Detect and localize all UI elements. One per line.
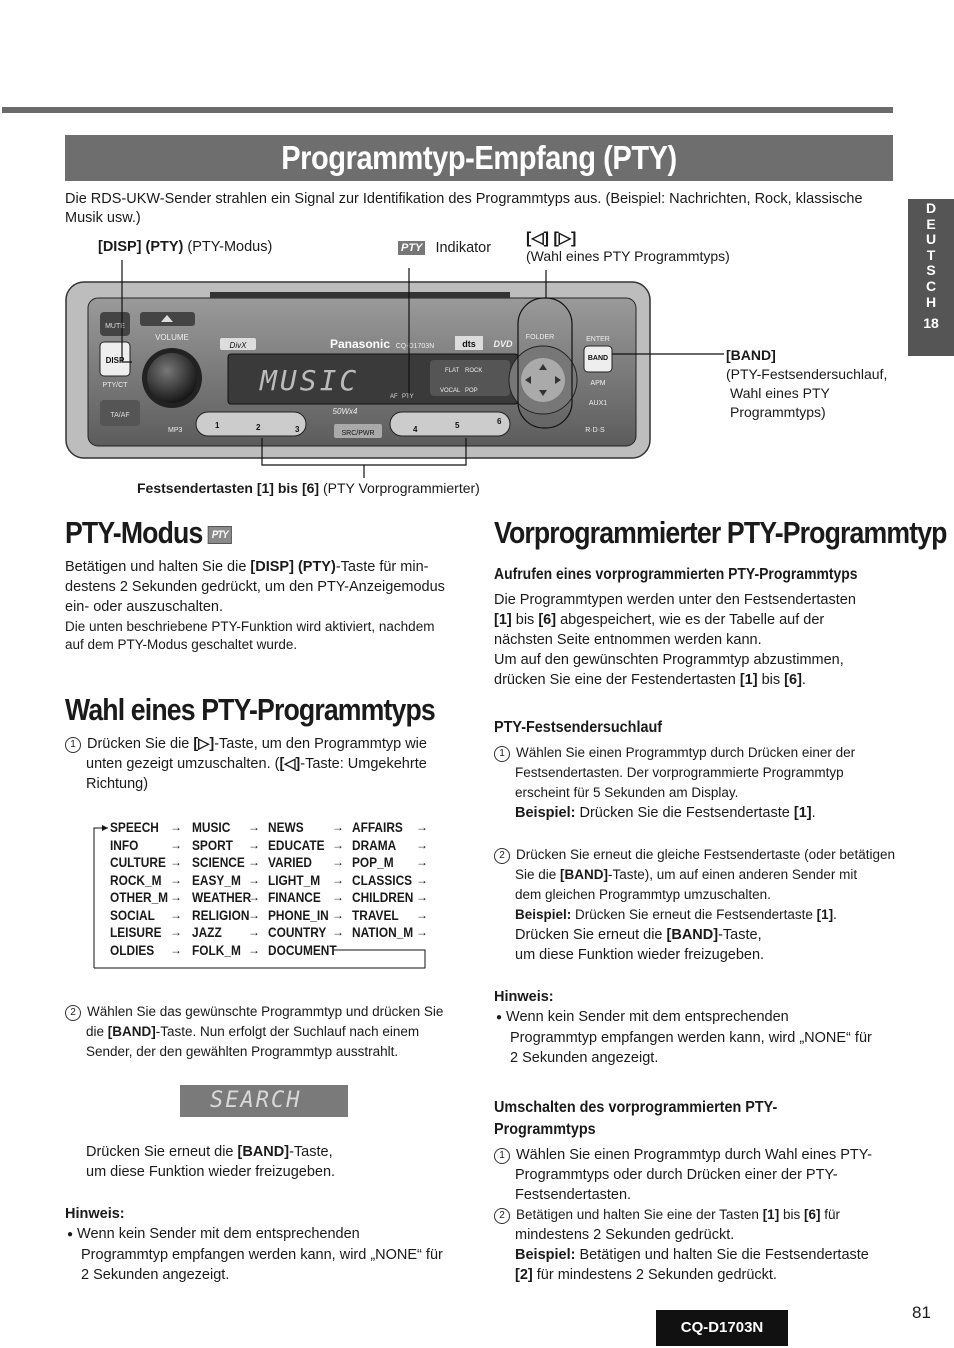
arrow-right-icon: → — [248, 872, 260, 887]
left-key: [◁] — [279, 756, 301, 772]
arrow-right-icon: → — [170, 925, 182, 939]
preset-group-right — [390, 412, 510, 436]
presets-desc: (PTY Vorprogrammierter) — [319, 480, 480, 496]
text-run: Betätigen und halten Sie die — [65, 559, 251, 575]
text-run: für — [820, 1207, 840, 1222]
preset-button-2[interactable]: 2 — [256, 423, 261, 432]
key-1: [1] — [739, 672, 758, 688]
side-tab-number: 18 — [923, 315, 939, 332]
page-number: 81 — [912, 1303, 931, 1322]
pty-type-cell: LIGHT_M — [268, 872, 321, 888]
text-line: mindestens 2 Sekunden gedrückt. — [515, 1227, 735, 1243]
pty-type-cell: TRAVEL — [352, 907, 399, 923]
arrow-keys-desc: (Wahl eines PTY Programmtyps) — [526, 248, 730, 264]
pty-type-cell: FOLK_M — [192, 942, 241, 958]
text-line: Drücken Sie erneut die gleiche Festsendertaste (oder betätigen — [516, 847, 895, 862]
pty-type-cell: WEATHER — [192, 890, 252, 905]
side-tab-letter: S — [926, 262, 936, 279]
arrow-right-icon: → — [170, 837, 182, 852]
text-run: -Taste für min- — [335, 559, 429, 575]
disp-pty-callout — [98, 238, 272, 257]
step-number: 1 — [494, 1148, 510, 1164]
loop-line — [94, 828, 108, 968]
text-run: -Taste. Nun erfolgt der Suchlauf nach einem — [155, 1024, 420, 1039]
pty-type-cell: VARIED — [268, 855, 313, 870]
disp-pty-key: [DISP] (PTY) — [98, 239, 184, 255]
note-heading: Hinweis: — [65, 1206, 125, 1222]
arrow-right-icon: → — [170, 907, 182, 922]
text-run: Drücken Sie erneut die — [515, 927, 667, 943]
pty-type-cell: RELIGION — [192, 907, 250, 923]
text-line: dem gleichen Programmtyp umzuschalten. — [515, 887, 771, 902]
arrow-right-icon: → — [248, 907, 260, 922]
car-stereo-illustration — [60, 260, 900, 485]
pty-type-cell: NATION_M — [352, 925, 414, 940]
page-title-bar — [65, 135, 893, 181]
pty-type-cell: EASY_M — [192, 872, 241, 888]
preset-button-1[interactable]: 1 — [215, 421, 220, 430]
volume-label: VOLUME — [155, 333, 189, 342]
language-side-tab — [908, 199, 954, 356]
arrow-right-icon: → — [248, 820, 260, 834]
step-number: 2 — [494, 848, 510, 864]
text-run: Betätigen und halten Sie eine der Tasten — [516, 1207, 763, 1222]
text-line: Richtung) — [86, 776, 149, 792]
vorprog-heading: Vorprogrammierter PTY-Programmtyp — [494, 515, 947, 550]
right-key: [▷] — [193, 736, 215, 752]
text-line: Festsendertasten. Der vorprogrammierte Programmtyp — [515, 765, 844, 780]
text-line: Programmtyps oder durch Drücken einer der PTY- — [515, 1167, 838, 1183]
band-button-label: BAND — [587, 355, 609, 362]
lcd-display-text: MUSIC — [260, 364, 360, 397]
text-line: destens 2 Sekunden gedrückt, um den PTY-Anzeigemodus — [65, 579, 445, 595]
wahl-heading: Wahl eines PTY-Programmtyps — [65, 692, 435, 727]
disp-pty-key: [DISP] (PTY) — [250, 559, 336, 575]
indicator-label: Indikator — [435, 240, 492, 256]
text-line: Festsendertasten. — [515, 1187, 632, 1203]
bullet-icon — [496, 1009, 506, 1025]
arrow-right-icon: → — [332, 855, 344, 869]
pty-type-cell: CULTURE — [110, 855, 166, 870]
arrow-right-icon: → — [416, 907, 428, 922]
text-line: Die Programmtypen werden unter den Festsendertasten — [494, 592, 856, 608]
pty-cycle-loop — [88, 820, 433, 972]
top-rule — [2, 107, 893, 113]
arrow-right-icon: → — [416, 890, 428, 904]
example-label: Beispiel: — [515, 805, 576, 821]
preset-button-5[interactable]: 5 — [455, 421, 460, 430]
pty-ct-label: PTY/CT — [102, 382, 128, 389]
text-line: Wählen Sie einen Programmtyp durch Drücken einer der — [516, 745, 856, 760]
sound-rock-label: ROCK — [465, 368, 483, 374]
watts-label: 50Wx4 — [332, 407, 358, 416]
band-key: [BAND] — [237, 1144, 290, 1160]
vorprog-note — [494, 987, 904, 1068]
text-run: unten gezeigt umzuschalten. ( — [86, 756, 280, 772]
vorprog-sub3 — [494, 1097, 777, 1141]
pty-type-cell: AFFAIRS — [352, 820, 403, 835]
side-tab-letter: C — [925, 277, 937, 294]
key-6: [6] — [784, 672, 802, 688]
pty-type-cell: SPEECH — [110, 820, 159, 835]
arrow-right-icon: → — [332, 890, 344, 904]
text-line: Wählen Sie einen Programmtyp durch Wahl eines PTY- — [516, 1147, 872, 1163]
vorprog-sub1: Aufrufen eines vorprogrammierten PTY-Programmtyps — [494, 566, 858, 583]
text-line: 2 Sekunden angezeigt. — [81, 1267, 230, 1283]
pty-type-cell: OLDIES — [110, 942, 155, 958]
arrow-right-icon: → — [332, 907, 344, 922]
enter-label: ENTER — [586, 336, 610, 343]
presets-key: Festsendertasten [1] bis [6] — [137, 480, 320, 496]
step-number: 1 — [65, 737, 81, 753]
band-desc-line: Wahl eines PTY — [730, 385, 830, 401]
pty-type-cell: OTHER_M — [110, 890, 169, 905]
text-line: Die unten beschriebene PTY-Funktion wird aktiviert, nachdem — [65, 619, 435, 634]
text-run: drücken Sie eine der Festendertasten — [494, 672, 740, 688]
text-line: erscheint für 5 Sekunden am Display. — [515, 785, 739, 800]
side-tab-letter: T — [926, 246, 936, 263]
wahl-step2 — [65, 1002, 465, 1062]
loop-arrowhead-icon — [102, 825, 108, 831]
divx-text: DivX — [229, 341, 247, 350]
aux-label: AUX1 — [588, 400, 608, 407]
text-line: nächsten Seite entnommen werden kann. — [494, 632, 762, 648]
preset-button-6[interactable]: 6 — [497, 417, 502, 426]
side-tab-letter: U — [925, 231, 937, 248]
wahl-release — [86, 1142, 335, 1182]
text-run: -Taste, — [289, 1144, 333, 1160]
arrow-right-icon: → — [170, 890, 182, 904]
device-model-label: CQ-D1703N — [395, 343, 435, 350]
arrow-right-icon: → — [332, 925, 344, 939]
vorprog-step2 — [494, 845, 904, 965]
cd-slot — [210, 292, 510, 298]
side-tab-letter: E — [926, 215, 936, 232]
preset-button-4[interactable]: 4 — [413, 425, 418, 434]
rds-logo: R·D·S — [585, 427, 605, 434]
text-line: Wenn kein Sender mit dem entsprechenden — [506, 1009, 789, 1025]
src-pwr-label: SRC/PWR — [341, 430, 375, 437]
text-line: Wenn kein Sender mit dem entsprechenden — [77, 1226, 360, 1242]
arrow-right-icon: → — [170, 872, 182, 887]
text-line: auf dem PTY-Modus geschaltet wurde. — [65, 637, 298, 652]
pty-type-cell: NEWS — [268, 820, 304, 835]
text-run: . — [801, 672, 806, 688]
key-2: [2] — [515, 1267, 533, 1283]
wahl-note — [65, 1204, 465, 1285]
text-line: Umschalten des vorprogrammierten PTY- — [494, 1099, 778, 1116]
brand-logo: Panasonic — [329, 337, 391, 351]
text-line: um diese Funktion wieder freizugeben. — [86, 1164, 336, 1180]
step-number: 2 — [65, 1005, 81, 1021]
note-heading: Hinweis: — [494, 989, 554, 1005]
bullet-icon — [67, 1226, 77, 1242]
arrow-right-icon: → — [170, 942, 182, 957]
volume-knob[interactable] — [147, 353, 197, 403]
pty-type-cell: SPORT — [192, 837, 233, 853]
sound-vocal-label: VOCAL — [440, 388, 461, 394]
text-run: die — [86, 1024, 108, 1039]
sound-flat-label: FLAT — [445, 368, 460, 374]
apm-label: APM — [590, 380, 606, 387]
arrow-right-icon: → — [416, 855, 428, 869]
pty-type-cell: DOCUMENT — [268, 942, 337, 958]
preset-group-left — [196, 412, 306, 436]
text-line: Wählen Sie das gewünschte Programmtyp und drücken Sie — [87, 1004, 444, 1019]
loop-line — [94, 950, 425, 968]
example-label: Beispiel: — [515, 1247, 576, 1263]
page-title: Programmtyp-Empfang (PTY) — [281, 139, 677, 176]
band-desc-line: Programmtyps) — [730, 404, 826, 420]
example-label: Beispiel: — [515, 907, 572, 922]
pty-type-cell: SCIENCE — [192, 855, 245, 870]
text-run: Drücken Sie die Festsendertaste — [575, 805, 794, 821]
text-run: für mindestens 2 Sekunden gedrückt. — [532, 1267, 777, 1283]
side-tab-letter: D — [925, 200, 937, 216]
pty-type-cell: DRAMA — [352, 837, 397, 853]
band-desc-line: (PTY-Festsendersuchlauf, — [726, 366, 888, 382]
key-6: [6] — [538, 612, 557, 628]
pty-type-cell: ROCK_M — [110, 872, 162, 888]
vorprog-p1 — [494, 590, 904, 690]
dts-text: dts — [462, 339, 476, 349]
lcd-pty-indicator: PTY — [402, 394, 414, 400]
text-run: Drücken Sie erneut die Festsendertaste — [571, 907, 817, 922]
pty-modus-heading — [65, 515, 232, 551]
arrow-right-icon: → — [170, 855, 182, 869]
text-run: . — [811, 805, 816, 821]
band-key: [BAND] — [560, 867, 609, 882]
arrow-right-icon: → — [416, 925, 428, 939]
text-run: bis — [511, 612, 539, 628]
arrow-right-icon: → — [416, 837, 428, 852]
key-1: [1] — [793, 805, 812, 821]
text-run: abgespeichert, wie es der Tabelle auf der — [556, 612, 825, 628]
text-run: bis — [757, 672, 785, 688]
wahl-step1 — [65, 734, 465, 794]
vorprog-umschalten — [494, 1145, 904, 1285]
key-1: [1] — [762, 1207, 780, 1222]
vorprog-sub2: PTY-Festsendersuchlauf — [494, 719, 663, 736]
pty-modus-text — [65, 557, 465, 653]
arrow-right-icon: → — [248, 942, 260, 957]
text-line: ein- oder auszuschalten. — [65, 599, 223, 615]
sound-pop-label: POP — [465, 388, 478, 394]
pty-type-cell: FINANCE — [268, 890, 321, 905]
pty-type-cell: JAZZ — [192, 925, 222, 940]
text-run: Drücken Sie erneut die — [86, 1144, 238, 1160]
arrow-right-icon: → — [248, 925, 260, 939]
disp-label: DISP — [105, 356, 125, 365]
step-number: 1 — [494, 746, 510, 762]
pty-type-cell: INFO — [110, 837, 139, 853]
pty-type-cell: COUNTRY — [268, 925, 327, 940]
text-line: um diese Funktion wieder freizugeben. — [515, 947, 765, 963]
folder-label: FOLDER — [525, 334, 555, 341]
pty-type-cell: EDUCATE — [268, 837, 325, 853]
text-line: Sender, der den gewählten Programmtyp ausstrahlt. — [86, 1044, 399, 1059]
text-line: Programmtyps — [494, 1121, 596, 1138]
ta-af-label: TA/AF — [110, 412, 130, 419]
text-run: . — [833, 907, 837, 922]
arrow-right-icon: → — [332, 837, 344, 852]
preset-button-3[interactable]: 3 — [295, 425, 300, 434]
arrow-right-icon: → — [416, 872, 428, 887]
arrow-right-icon: → — [248, 855, 260, 869]
disp-pty-desc: (PTY-Modus) — [183, 239, 273, 255]
arrow-right-icon: → — [248, 837, 260, 852]
pty-type-cell: MUSIC — [192, 820, 231, 835]
text-run: -Taste, um den Programmtyp wie — [214, 736, 427, 752]
text-line: Programmtyp empfangen werden kann, wird „NONE“ für — [510, 1030, 872, 1046]
band-label: [BAND] — [726, 347, 776, 363]
arrow-right-icon: → — [332, 820, 344, 834]
arrow-right-icon: → — [416, 820, 428, 834]
vorprog-step1 — [494, 743, 904, 823]
mute-label: MUTE — [105, 323, 125, 330]
text-line: Um auf den gewünschten Programmtyp abzustimmen, — [494, 652, 844, 668]
step-number: 2 — [494, 1208, 510, 1224]
pty-indicator-badge: PTY — [398, 241, 425, 255]
band-key: [BAND] — [107, 1024, 156, 1039]
intro-text: Die RDS-UKW-Sender strahlen ein Signal zur Identifikation des Programmtyps aus. (Beispiel: Nachrichten, Rock, klassische Musik usw.) — [65, 191, 863, 226]
pty-type-cell: SOCIAL — [110, 907, 155, 923]
text-run: Betätigen und halten Sie die Festsendertaste — [575, 1247, 869, 1263]
pty-type-cell: LEISURE — [110, 925, 162, 940]
text-line: Programmtyp empfangen werden kann, wird „NONE“ für — [81, 1247, 443, 1263]
text-line: 2 Sekunden angezeigt. — [510, 1050, 659, 1066]
key-1: [1] — [816, 907, 834, 922]
pty-type-cell: CLASSICS — [352, 872, 413, 888]
arrow-right-icon: → — [170, 820, 182, 834]
dvd-logo: DVD — [493, 339, 513, 349]
band-key: [BAND] — [666, 927, 719, 943]
arrow-right-icon: → — [248, 890, 260, 904]
text-run: -Taste, — [718, 927, 762, 943]
text-run: -Taste), um auf einen anderen Sender mit — [608, 867, 858, 882]
pty-type-cell: CHILDREN — [352, 890, 414, 905]
pty-type-cell: POP_M — [352, 855, 394, 870]
key-6: [6] — [803, 1207, 821, 1222]
text-run: Drücken Sie die — [87, 736, 194, 752]
search-display-text: SEARCH — [210, 1088, 302, 1113]
text-run: Sie die — [515, 867, 561, 882]
key-1: [1] — [494, 612, 512, 628]
text-run: bis — [779, 1207, 804, 1222]
model-badge: CQ-D1703N — [656, 1310, 788, 1346]
pty-modus-heading-text: PTY-Modus — [65, 515, 203, 550]
arrow-right-icon: → — [332, 872, 344, 887]
arrow-keys-label: [◁] [▷] — [526, 230, 577, 247]
pty-type-cell: PHONE_IN — [268, 907, 329, 923]
indicator-callout — [398, 239, 491, 258]
search-display — [180, 1085, 348, 1117]
lcd-af-indicator: AF — [390, 394, 398, 400]
mp3-label: MP3 — [168, 427, 183, 434]
pty-modus-badge: PTY — [208, 526, 232, 544]
text-run: -Taste: Umgekehrte — [300, 756, 427, 772]
side-tab-letter: H — [925, 293, 937, 310]
